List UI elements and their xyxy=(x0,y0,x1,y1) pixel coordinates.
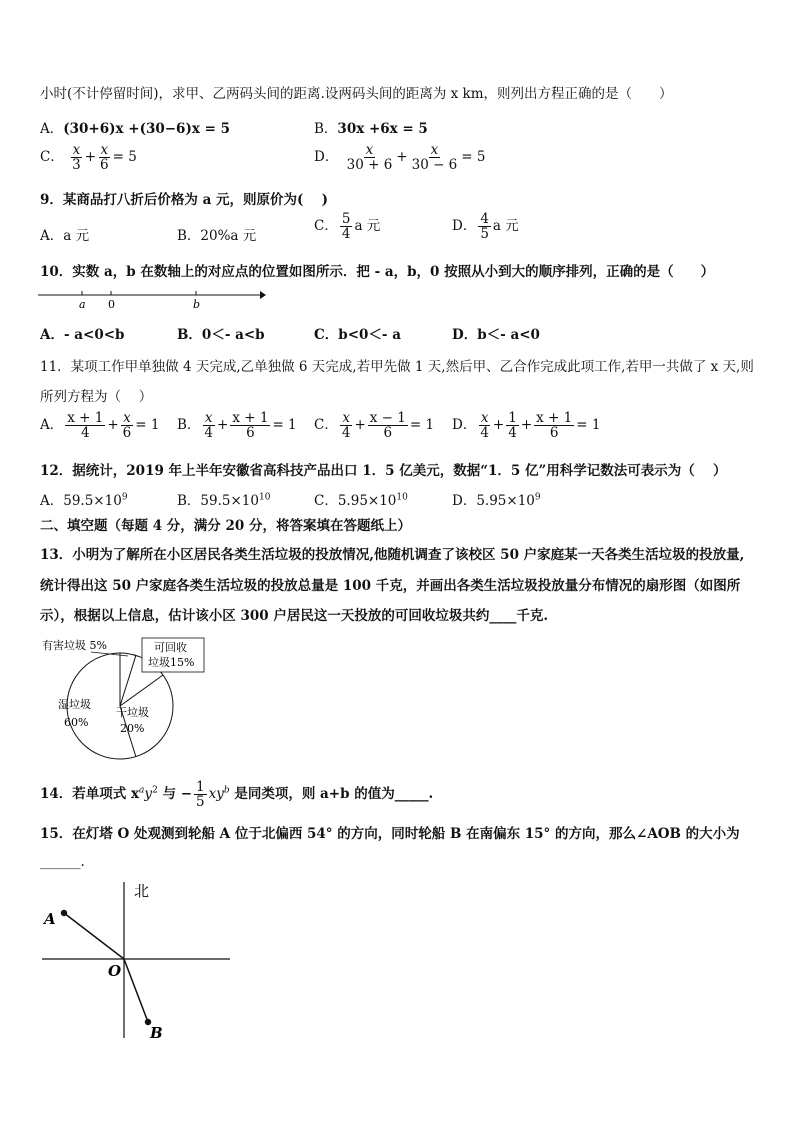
q13-line2: 统计得出这 50 户家庭各类生活垃圾的投放总量是 100 千克，并画出各类生活垃圾投放量分布情况的扇形图（如图所 xyxy=(40,578,741,594)
fraction: $\frac{x + 1}{4}$ xyxy=(67,410,104,442)
point-a xyxy=(61,910,67,916)
q12-option-b[interactable]: B．$59.5\times 10^{10}$ xyxy=(177,492,271,509)
q8-option-a[interactable] xyxy=(40,117,230,137)
q12-option-a[interactable]: A．$59.5\times 10^9$ xyxy=(40,492,128,509)
q9-stem: 9．某商品打八折后价格为 a 元，则原价为( ) xyxy=(40,192,329,208)
axis-label-zero: 0 xyxy=(108,298,115,311)
pie-label-dry-2: 20% xyxy=(120,722,145,735)
q13-line3: 示），根据以上信息，估计该小区 300 户居民这一天投放的可回收垃圾共约____千克. xyxy=(40,608,549,624)
q10-option-c[interactable]: C．b<0＜- a xyxy=(314,327,401,343)
q9-option-b[interactable] xyxy=(177,224,256,244)
fraction: $\frac{x + 1}{6}$ xyxy=(536,410,573,442)
section-title: 二、填空题（每题 4 分，满分 20 分，将答案填在答题纸上） xyxy=(40,518,411,534)
fraction: $\frac{x}{30 - 6}$ xyxy=(411,142,458,174)
q15-line2: ______. xyxy=(40,854,85,870)
pie-label-wet-1: 湿垃圾 xyxy=(58,698,91,711)
q13-line1: 13．小明为了解所在小区居民各类生活垃圾的投放情况,他随机调查了该校区 50 户家庭某一天各类生活垃圾的投放量, xyxy=(40,547,745,563)
pie-label-wet-2: 60% xyxy=(64,716,89,729)
pie-label-dry-1: 干垃圾 xyxy=(116,706,149,719)
fraction: $\frac{4}{5}$ xyxy=(480,211,489,243)
q11-option-a[interactable]: A． $\frac{x + 1}{4}$ + $\frac{x}{6}$ = 1 xyxy=(40,410,160,442)
fraction: $\frac{x + 1}{6}$ xyxy=(232,410,269,442)
q9-option-a[interactable] xyxy=(40,224,89,244)
pie-label-recycle-2: 垃圾15% xyxy=(148,656,195,669)
pie-label-recycle-1: 可回收 xyxy=(154,641,187,654)
fraction: $\frac{x}{4}$ xyxy=(204,410,214,442)
option-text: a 元 xyxy=(63,228,90,244)
option-label: C． xyxy=(314,218,338,235)
fraction: $\frac{x - 1}{6}$ xyxy=(369,410,406,442)
q9-option-d[interactable]: D． $\frac{4}{5}$ a 元 xyxy=(452,211,519,243)
q10-option-d[interactable]: D．b＜- a<0 xyxy=(452,327,540,343)
arrow-icon xyxy=(260,291,266,299)
number-line-figure xyxy=(36,283,268,313)
option-label: A． xyxy=(40,121,64,137)
q11-option-b[interactable]: B． $\frac{x}{4}$ + $\frac{x + 1}{6}$ = 1 xyxy=(177,410,297,442)
option-label: D． xyxy=(314,149,339,166)
q8-option-c[interactable]: C． $\frac{x}{3}$ + $\frac{x}{6}$ = 5 xyxy=(40,142,137,174)
fraction: $\frac{1}{5}$ xyxy=(196,779,205,811)
axis-label-b: b xyxy=(193,298,201,311)
compass-figure xyxy=(36,876,236,1046)
q11-option-d[interactable]: D． $\frac{x}{4}$ + $\frac{1}{4}$ + $\frac{x + 1}{6}$ = 1 xyxy=(452,410,601,442)
fraction: $\frac{x}{3}$ xyxy=(72,142,81,174)
fraction: $\frac{x}{6}$ xyxy=(122,410,132,442)
option-text: 30x +6x = 5 xyxy=(337,121,428,137)
fraction: $\frac{x}{4}$ xyxy=(480,410,489,442)
option-text: (30+6)x +(30−6)x = 5 xyxy=(63,121,230,137)
pie-label-harmful: 有害垃圾 5% xyxy=(42,639,107,652)
fraction: $\frac{x}{30 + 6}$ xyxy=(346,142,393,174)
q11-option-c[interactable]: C． $\frac{x}{4}$ + $\frac{x - 1}{6}$ = 1 xyxy=(314,410,435,442)
fraction: $\frac{5}{4}$ xyxy=(341,211,351,243)
q10-option-a[interactable]: A．- a<0<b xyxy=(40,327,125,343)
q12-stem: 12．据统计，2019 年上半年安徽省高科技产品出口 1．5 亿美元，数据“1．5 亿”用科学记数法可表示为（ ） xyxy=(40,463,727,479)
q14-stem: 14．若单项式 $x^ay^2$ 与 − $\frac{1}{5}$ $xy^b$ 是同类项，则 a+b 的值为_____. xyxy=(40,779,434,811)
option-label: B． xyxy=(177,228,201,244)
option-label: C． xyxy=(40,149,64,166)
pie-chart-figure xyxy=(36,636,208,762)
option-label: A． xyxy=(40,228,64,244)
axis-label-a: a xyxy=(79,298,86,311)
label-b: B xyxy=(150,1024,163,1042)
q8-option-d[interactable]: D． $\frac{x}{30 + 6}$ + $\frac{x}{30 - 6}$ = 5 xyxy=(314,142,486,174)
option-label: D． xyxy=(452,218,477,235)
q10-option-b[interactable]: B．0＜- a<b xyxy=(177,327,265,343)
q12-option-c[interactable]: C．$5.95\times 10^{10}$ xyxy=(314,492,408,509)
q11-stem-line1: 11．某项工作甲单独做 4 天完成,乙单独做 6 天完成,若甲先做 1 天,然后甲、乙合作完成此项工作,若甲一共做了 x 天,则 xyxy=(40,359,754,375)
q11-stem-line2: 所列方程为（ ） xyxy=(40,389,153,405)
fraction: $\frac{1}{4}$ xyxy=(508,410,517,442)
q9-option-c[interactable]: C． $\frac{5}{4}$ a 元 xyxy=(314,211,381,243)
label-o: O xyxy=(108,962,122,980)
q10-stem: 10．实数 a，b 在数轴上的对应点的位置如图所示．把 - a，b，0 按照从小到大的顺序排列，正确的是（ ） xyxy=(40,264,715,280)
q8-stem-tail: 小时(不计停留时间)，求甲、乙两码头间的距离.设两码头间的距离为 x km，则列出方程正确的是（ ） xyxy=(40,86,673,102)
q12-option-d[interactable]: D．$5.95\times 10^9$ xyxy=(452,492,541,509)
fraction: $\frac{x}{4}$ xyxy=(341,410,351,442)
q15-line1: 15．在灯塔 O 处观测到轮船 A 位于北偏西 54° 的方向，同时轮船 B 在南偏东 15° 的方向，那么∠AOB 的大小为 xyxy=(40,826,740,842)
option-label: B． xyxy=(314,121,338,137)
fraction: $\frac{x}{6}$ xyxy=(100,142,109,174)
option-text: 20%a 元 xyxy=(200,228,257,244)
label-a: A xyxy=(44,910,56,928)
label-north: 北 xyxy=(134,882,150,900)
q8-option-b[interactable] xyxy=(314,117,428,137)
